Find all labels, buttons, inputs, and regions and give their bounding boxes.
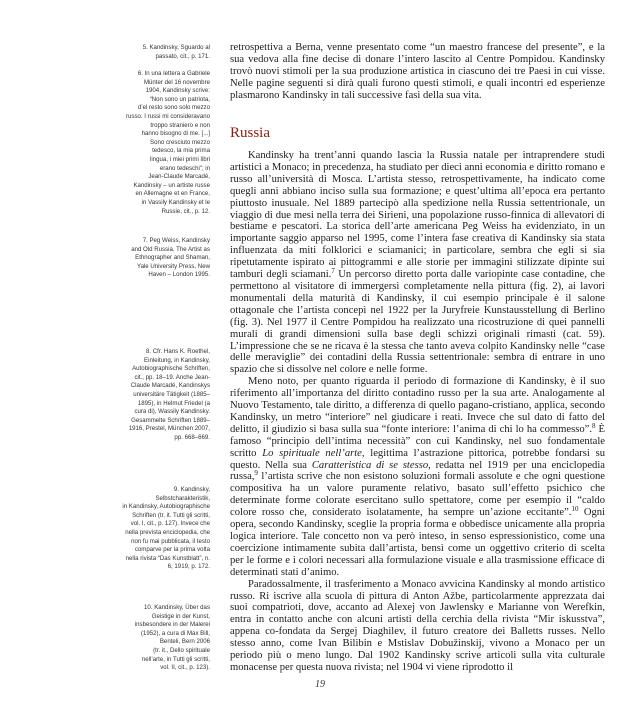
p2-text-b: È famoso “principio dell’intima necessità” con cui Kandinsky, nel suo fondamentale scritto xyxy=(230,423,605,459)
p2-italic-title-1: Lo spirituale nell’arte xyxy=(262,447,362,459)
paragraph-2 xyxy=(230,376,605,578)
p1-text-a: Kandinsky ha trent’anni quando lascia la Russia natale per intraprendere studi artistici a Monaco; in precedenza, ha studiato per dieci anni economia e diritto romano e russo all’università di Mosca. L’artista stesso, retrospettivamente, ha indicato come quegli anni abbiano inciso sulla sua formazione; e quest’ultima all’epoca era pertanto piuttosto inusuale. Nel 1889 partecipò alla spedizione nella Russia settentrionale, un viaggio di due mesi nella terra dei Sirieni, una popolazione russo-finnica di allevatori di bestiame e pescatori. La storica dell’arte americana Peg Weiss ha evidenziato, in un importante saggio apparso nel 1995, come l’intera fase creativa di Kandinsky sia stata influenzata da miti folklorici e sciamanici; in particolare, sembra che egli si sia ripetutamente ispirato ai pittogrammi e alle storie per immagini stilizzate dipinte sui tamburi degli sciamani. xyxy=(230,150,605,281)
p2-text-a: Meno noto, per quanto riguarda il periodo di formazione di Kandinsky, è il suo riferimento all’importanza del diritto contadino russo per la sua arte. Analogamente al Nuovo Testamento, tale diritto, a differenza di quello pagano-cristiano, applica, secondo Kandinsky, un metro “interiore” nel giudicare i reati. Invece che sul dato di fatto del delitto, il giudizio si basa sulla sua “fonte interiore: l’anima di chi lo ha commesso”. xyxy=(230,376,605,435)
p2-text-c: , legittima l’astrazione pittorica, potrebbe fondarsi su questo. Nella sua xyxy=(230,447,605,471)
footnote-10: 10. Kandinsky, Über das Geistige in der Kunst, insbesondere in der Malerei (1952), a cura di Max Bill, Benteli, Bern 2006 (tr. it., Dello spirituale nell’arte, in Tutti gli scritti, vol. II, cit., p. 123). xyxy=(134,604,210,672)
footnote-ref-8[interactable]: 8 xyxy=(591,421,596,430)
p2-text-e: l’artista scrive che non esistono soluzioni formali assolute e che ogni questione compositiva ha un valore puramente relativo, basato sull’effetto psichico che determinate forme colorate esercitano sullo spettatore, come per esempio il “caldo colore rosso che, considerato isolatamente, ha sempre un’azione eccitante”. xyxy=(230,471,605,519)
footnote-8: 8. Cfr. Hans K. Roethel, Einleitung, in Kandinsky, Autobiographische Schriften, cit., pp. 18–19. Anche Jean- Claude Marcadé, Kandinskys universitäre Tätigkeit (1885– 1895), in Helmut Friedel (a cura di), Wassily Kandinsky. Gesammelte Schriften 1889– 1916, Prestel, München 2007, pp. 668–669. xyxy=(128,348,210,441)
footnote-ref-7[interactable]: 7 xyxy=(331,267,335,276)
section-body xyxy=(230,150,605,674)
page-number: 19 xyxy=(315,679,325,690)
paragraph-3: Paradossalmente, il trasferimento a Monaco avvicina Kandinsky al mondo artistico russo. Ri iscrive alla scuola di pittura di Anton Ažbe, particolarmente apprezzata dai suoi compatrioti, dove, accanto ad Alexej von Jawlensky e Marianne von Werefkin, entra in contatto anche con alcuni artisti della cerchia della rivista “Mir iskusstva”, appena co-fondata da Sergej Diaghilev, il futuro creatore dei Balletts russes. Nello stesso anno, come Ivan Bilibin e Mstislav Dobužinskij, vivono a Monaco per un periodo più o meno lungo. Dal 1902 Kandinsky scrive articoli sulla vita culturale monacense per questa nuova rivista; nel 1904 vi viene riprodotto il xyxy=(230,578,605,673)
p2-text-d: , redatta nel 1919 per una enciclopedia russa, xyxy=(230,459,605,483)
footnote-6: 6. In una lettera a Gabriele Münter del 16 novembre 1904, Kandinsky scrive: “Non sono un patriota, d’el resto sono solo mezzo russo. I russi mi consideravano troppo straniero e non hanno bisogno di me. [...] Sono cresciuto mezzo tedesco, la mia prima lingua, i miei primi libri erano tedeschi”; in Jean-Claude Marcadé, Kandinsky – un artiste russe en Allemagne et en France, in Vassily Kandinsky et le Russie, cit., p. 12. xyxy=(126,70,210,215)
paragraph-1 xyxy=(230,150,605,376)
main-text-column xyxy=(230,42,605,102)
footnote-5: 5. Kandinsky, Sguardo al passato, cit., p. 171. xyxy=(142,44,210,60)
footnote-ref-10[interactable]: 10 xyxy=(571,505,579,514)
footnote-7: 7. Peg Weiss, Kandinsky and Old Russia. The Artist as Ethnographer and Shaman, Yale University Press, New Haven – London 1995. xyxy=(131,237,210,279)
intro-paragraph: retrospettiva a Berna, venne presentato come “un maestro francese del presente”, e la sua vedova alla fine decise di donare l’intero lascito al Centre Pompidou. Kandinsky trovò nuovi stimoli per la sua produzione artistica in ciascuno dei tre Paesi in cui visse. Nelle pagine seguenti si dirà quali furono questi stimoli, e quali incontri ed esperienze plasmarono Kandinsky in tali successive fasi della sua vita. xyxy=(230,42,605,101)
section-heading: Russia xyxy=(230,125,271,141)
p2-text-f: Ogni opera, secondo Kandinsky, sceglie la propria forma e obbedisce unicamente alla propria logica interiore. Tale concetto non va però inteso, in senso espressionistico, come una coercizione intimamente subita dall’artista, bensì come un oggettivo criterio di scelta per le forme e i colori necessari alla formulazione visuale e alla trasmissione efficace di determinati stati d’animo. xyxy=(230,507,606,578)
footnote-ref-9[interactable]: 9 xyxy=(254,469,258,478)
footnote-9: 9. Kandinsky, Selbstcharakteristik, in Kandinsky, Autobiographische Schriften (tr. it. Tutti gli scritti, vol. I, cit., p. 127). Invece che nella prevista enciclopedia, che non fu mai pubblicata, il testo comparve per la prima volta nella rivista “Das Kunstblatt”, n. 6, 1919, p. 172. xyxy=(122,486,210,571)
p1-text-b: Un percorso diretto porta dalle variopinte case contadine, che permettono al visitatore di immergersi completamente nella pittura (fig. 2), ai lavori monumentali della maturità di Kandinsky, il cui esempio principale è il salone ottagonale che l’artista concepì nel 1922 per la Juryfreie Kunstausstellung di Berlino (fig. 3). Nel 1977 il Centre Pompidou ha realizzato una ricostruzione di quei pannelli murali di grandi dimensioni sulla base degli schizzi originali rimasti (cat. 59). L’impressione che se ne ricava è la stessa che tanto aveva colpito Kandinsky nelle “case delle meraviglie” dei contadini della Russia settentrionale: sembra di entrare in uno spazio che si dissolve nel colore e nelle forme. xyxy=(230,269,605,376)
p2-italic-title-2: Caratteristica di se stesso xyxy=(311,459,429,471)
